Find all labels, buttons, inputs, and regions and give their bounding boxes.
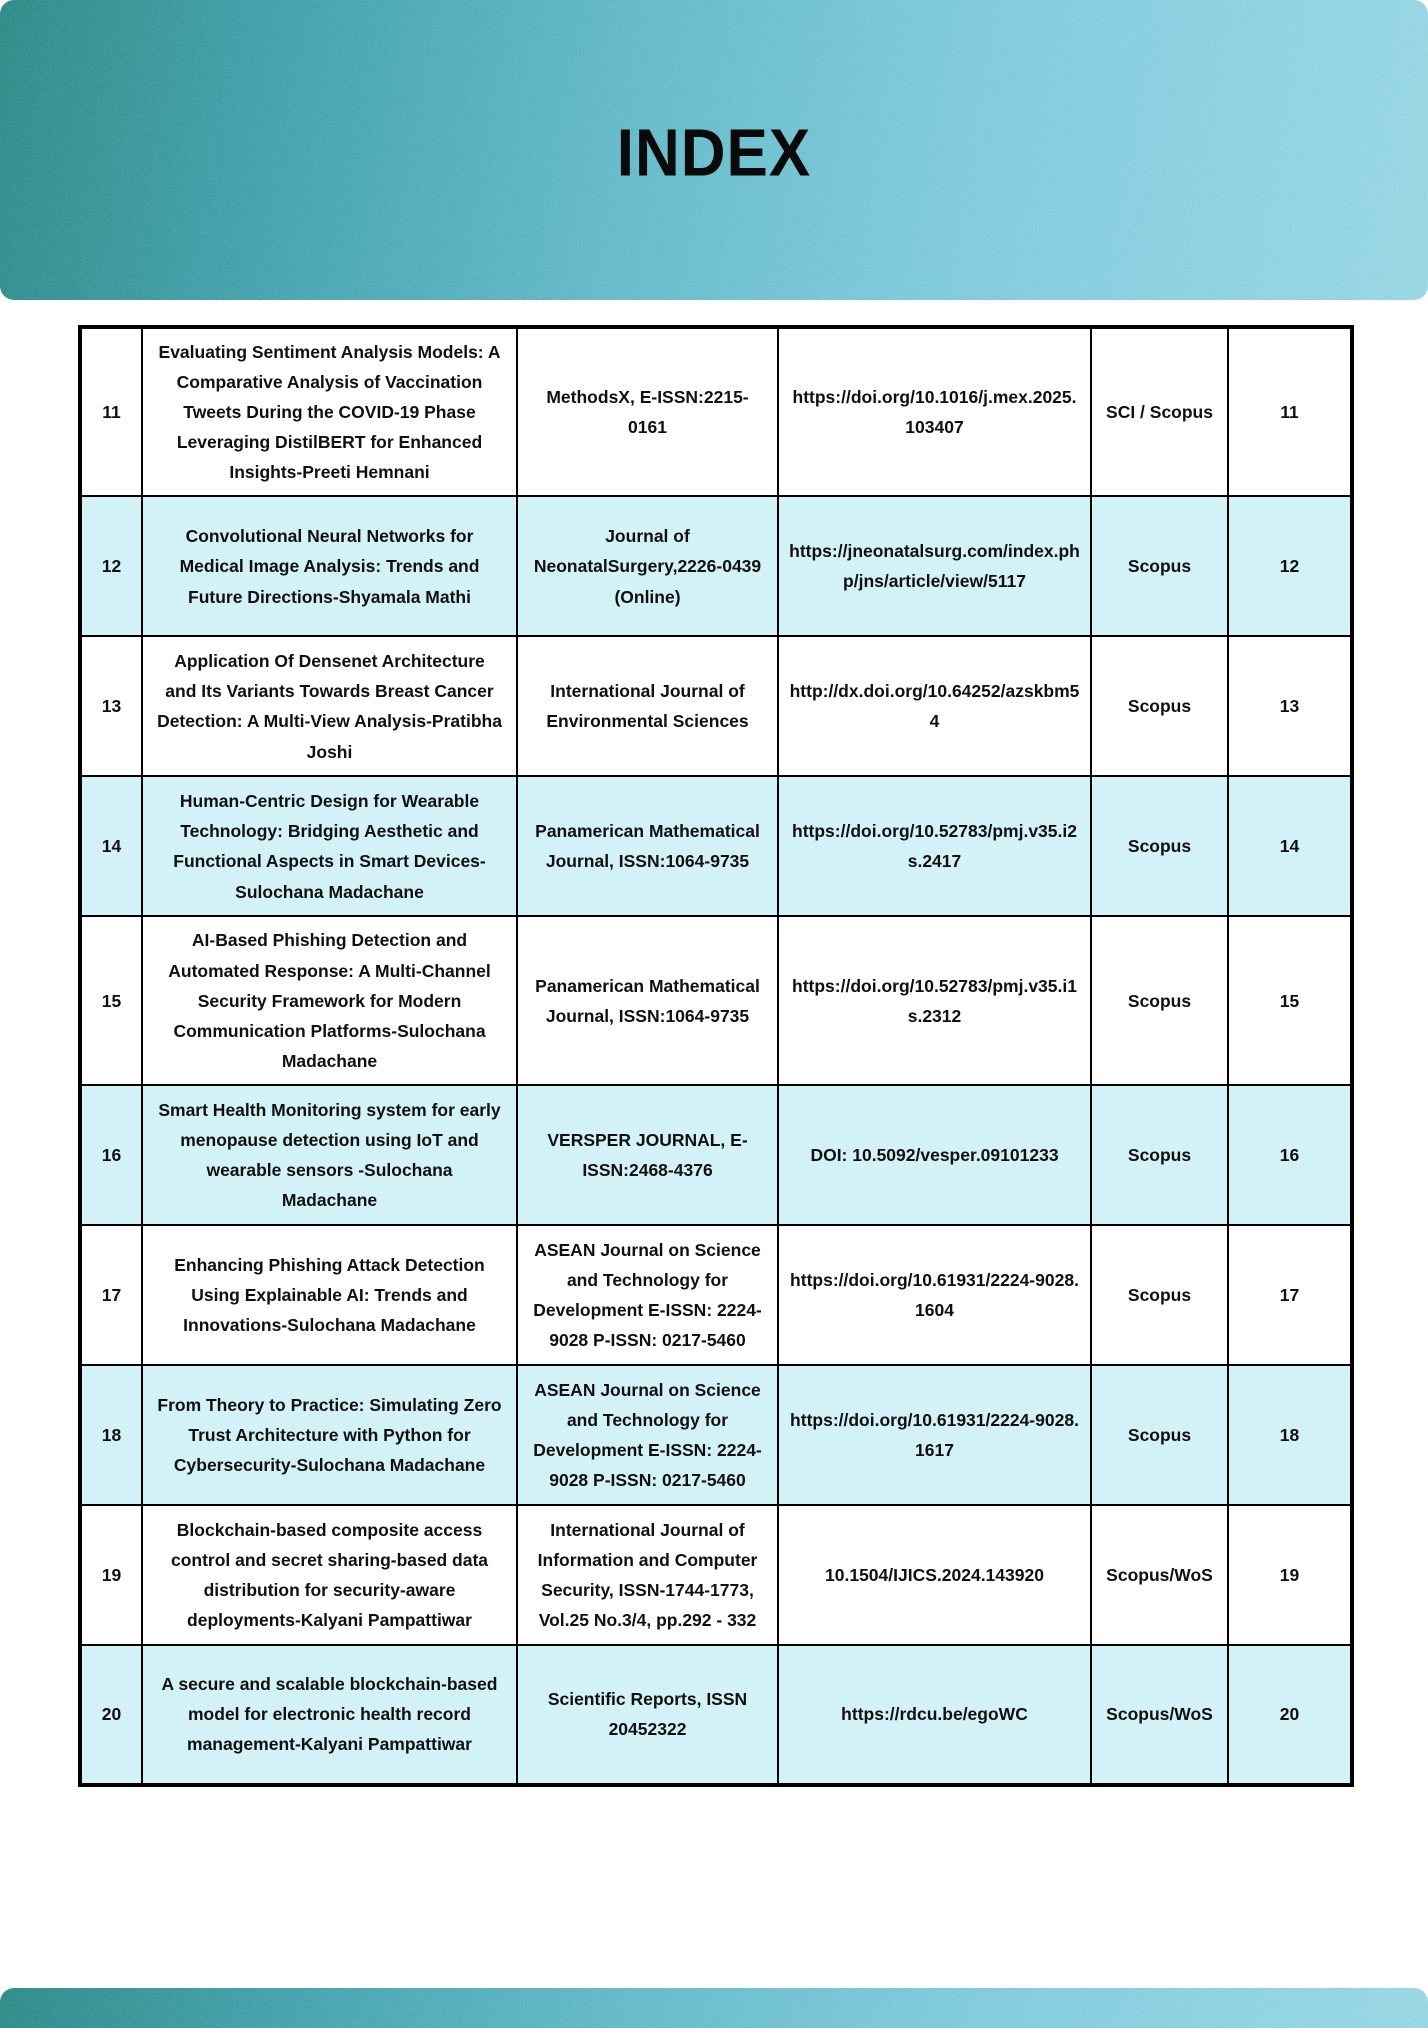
table-row (80, 916, 1352, 1084)
sr-number-cell-right: 20 (1228, 1645, 1352, 1785)
link-cell: https://doi.org/10.1016/j.mex.2025.103407 (778, 327, 1091, 496)
table-row (80, 327, 1352, 496)
table-row (80, 1225, 1352, 1365)
table-row (80, 1085, 1352, 1225)
link-cell: https://doi.org/10.52783/pmj.v35.i2s.2417 (778, 776, 1091, 916)
journal-cell: Panamerican Mathematical Journal, ISSN:1064-9735 (517, 776, 778, 916)
table-row (80, 636, 1352, 776)
link-cell: 10.1504/IJICS.2024.143920 (778, 1505, 1091, 1645)
footer-band (0, 1988, 1428, 2028)
link-cell: DOI: 10.5092/vesper.09101233 (778, 1085, 1091, 1225)
journal-cell: ASEAN Journal on Science and Technology for Development E-ISSN: 2224-9028 P-ISSN: 0217-5460 (517, 1365, 778, 1505)
indexing-cell: Scopus (1091, 1225, 1228, 1365)
title-author-cell: AI-Based Phishing Detection and Automated Response: A Multi-Channel Security Framework for Modern Communication Platforms-Sulochana Madachane (142, 916, 517, 1084)
table-row (80, 496, 1352, 636)
indexing-cell: SCI / Scopus (1091, 327, 1228, 496)
index-table (78, 325, 1354, 1787)
link-cell: https://jneonatalsurg.com/index.php/jns/article/view/5117 (778, 496, 1091, 636)
sr-number-cell-right: 11 (1228, 327, 1352, 496)
journal-cell: Journal of NeonatalSurgery,2226-0439 (Online) (517, 496, 778, 636)
sr-number-cell: 13 (80, 636, 142, 776)
sr-number-cell: 16 (80, 1085, 142, 1225)
sr-number-cell-right: 19 (1228, 1505, 1352, 1645)
table-row (80, 1365, 1352, 1505)
indexing-cell: Scopus (1091, 1085, 1228, 1225)
journal-cell: VERSPER JOURNAL, E-ISSN:2468-4376 (517, 1085, 778, 1225)
sr-number-cell: 17 (80, 1225, 142, 1365)
title-author-cell: Smart Health Monitoring system for early menopause detection using IoT and wearable sensors -Sulochana Madachane (142, 1085, 517, 1225)
sr-number-cell-right: 12 (1228, 496, 1352, 636)
link-cell: https://doi.org/10.52783/pmj.v35.i1s.2312 (778, 916, 1091, 1084)
sr-number-cell: 15 (80, 916, 142, 1084)
journal-cell: Scientific Reports, ISSN 20452322 (517, 1645, 778, 1785)
indexing-cell: Scopus (1091, 776, 1228, 916)
title-author-cell: From Theory to Practice: Simulating Zero Trust Architecture with Python for Cybersecurity-Sulochana Madachane (142, 1365, 517, 1505)
title-author-cell: Enhancing Phishing Attack Detection Using Explainable AI: Trends and Innovations-Sulochana Madachane (142, 1225, 517, 1365)
grain-texture (0, 1988, 1428, 2028)
journal-cell: MethodsX, E-ISSN:2215-0161 (517, 327, 778, 496)
title-author-cell: Evaluating Sentiment Analysis Models: A Comparative Analysis of Vaccination Tweets During the COVID-19 Phase Leveraging DistilBERT for Enhanced Insights-Preeti Hemnani (142, 327, 517, 496)
sr-number-cell-right: 13 (1228, 636, 1352, 776)
indexing-cell: Scopus (1091, 636, 1228, 776)
indexing-cell: Scopus (1091, 496, 1228, 636)
indexing-cell: Scopus (1091, 1365, 1228, 1505)
sr-number-cell-right: 14 (1228, 776, 1352, 916)
table-row (80, 1505, 1352, 1645)
sr-number-cell: 20 (80, 1645, 142, 1785)
table-row (80, 1645, 1352, 1785)
journal-cell: International Journal of Environmental Sciences (517, 636, 778, 776)
link-cell: https://rdcu.be/egoWC (778, 1645, 1091, 1785)
title-author-cell: A secure and scalable blockchain-based model for electronic health record management-Kalyani Pampattiwar (142, 1645, 517, 1785)
link-cell: https://doi.org/10.61931/2224-9028.1617 (778, 1365, 1091, 1505)
sr-number-cell-right: 18 (1228, 1365, 1352, 1505)
title-author-cell: Convolutional Neural Networks for Medical Image Analysis: Trends and Future Directions-Shyamala Mathi (142, 496, 517, 636)
sr-number-cell-right: 16 (1228, 1085, 1352, 1225)
sr-number-cell-right: 15 (1228, 916, 1352, 1084)
sr-number-cell: 19 (80, 1505, 142, 1645)
sr-number-cell-right: 17 (1228, 1225, 1352, 1365)
sr-number-cell: 14 (80, 776, 142, 916)
table-row (80, 776, 1352, 916)
index-table-body (80, 327, 1352, 1785)
page-banner (0, 0, 1428, 300)
journal-cell: International Journal of Information and Computer Security, ISSN-1744-1773, Vol.25 No.3/4, pp.292 - 332 (517, 1505, 778, 1645)
sr-number-cell: 12 (80, 496, 142, 636)
link-cell: http://dx.doi.org/10.64252/azskbm54 (778, 636, 1091, 776)
link-cell: https://doi.org/10.61931/2224-9028.1604 (778, 1225, 1091, 1365)
indexing-cell: Scopus/WoS (1091, 1645, 1228, 1785)
journal-cell: ASEAN Journal on Science and Technology for Development E-ISSN: 2224-9028 P-ISSN: 0217-5460 (517, 1225, 778, 1365)
title-author-cell: Blockchain-based composite access control and secret sharing-based data distribution for security-aware deployments-Kalyani Pampattiwar (142, 1505, 517, 1645)
indexing-cell: Scopus/WoS (1091, 1505, 1228, 1645)
title-author-cell: Human-Centric Design for Wearable Technology: Bridging Aesthetic and Functional Aspects in Smart Devices-Sulochana Madachane (142, 776, 517, 916)
title-author-cell: Application Of Densenet Architecture and Its Variants Towards Breast Cancer Detection: A Multi-View Analysis-Pratibha Joshi (142, 636, 517, 776)
sr-number-cell: 11 (80, 327, 142, 496)
sr-number-cell: 18 (80, 1365, 142, 1505)
indexing-cell: Scopus (1091, 916, 1228, 1084)
journal-cell: Panamerican Mathematical Journal, ISSN:1064-9735 (517, 916, 778, 1084)
page-title: INDEX (616, 116, 812, 191)
